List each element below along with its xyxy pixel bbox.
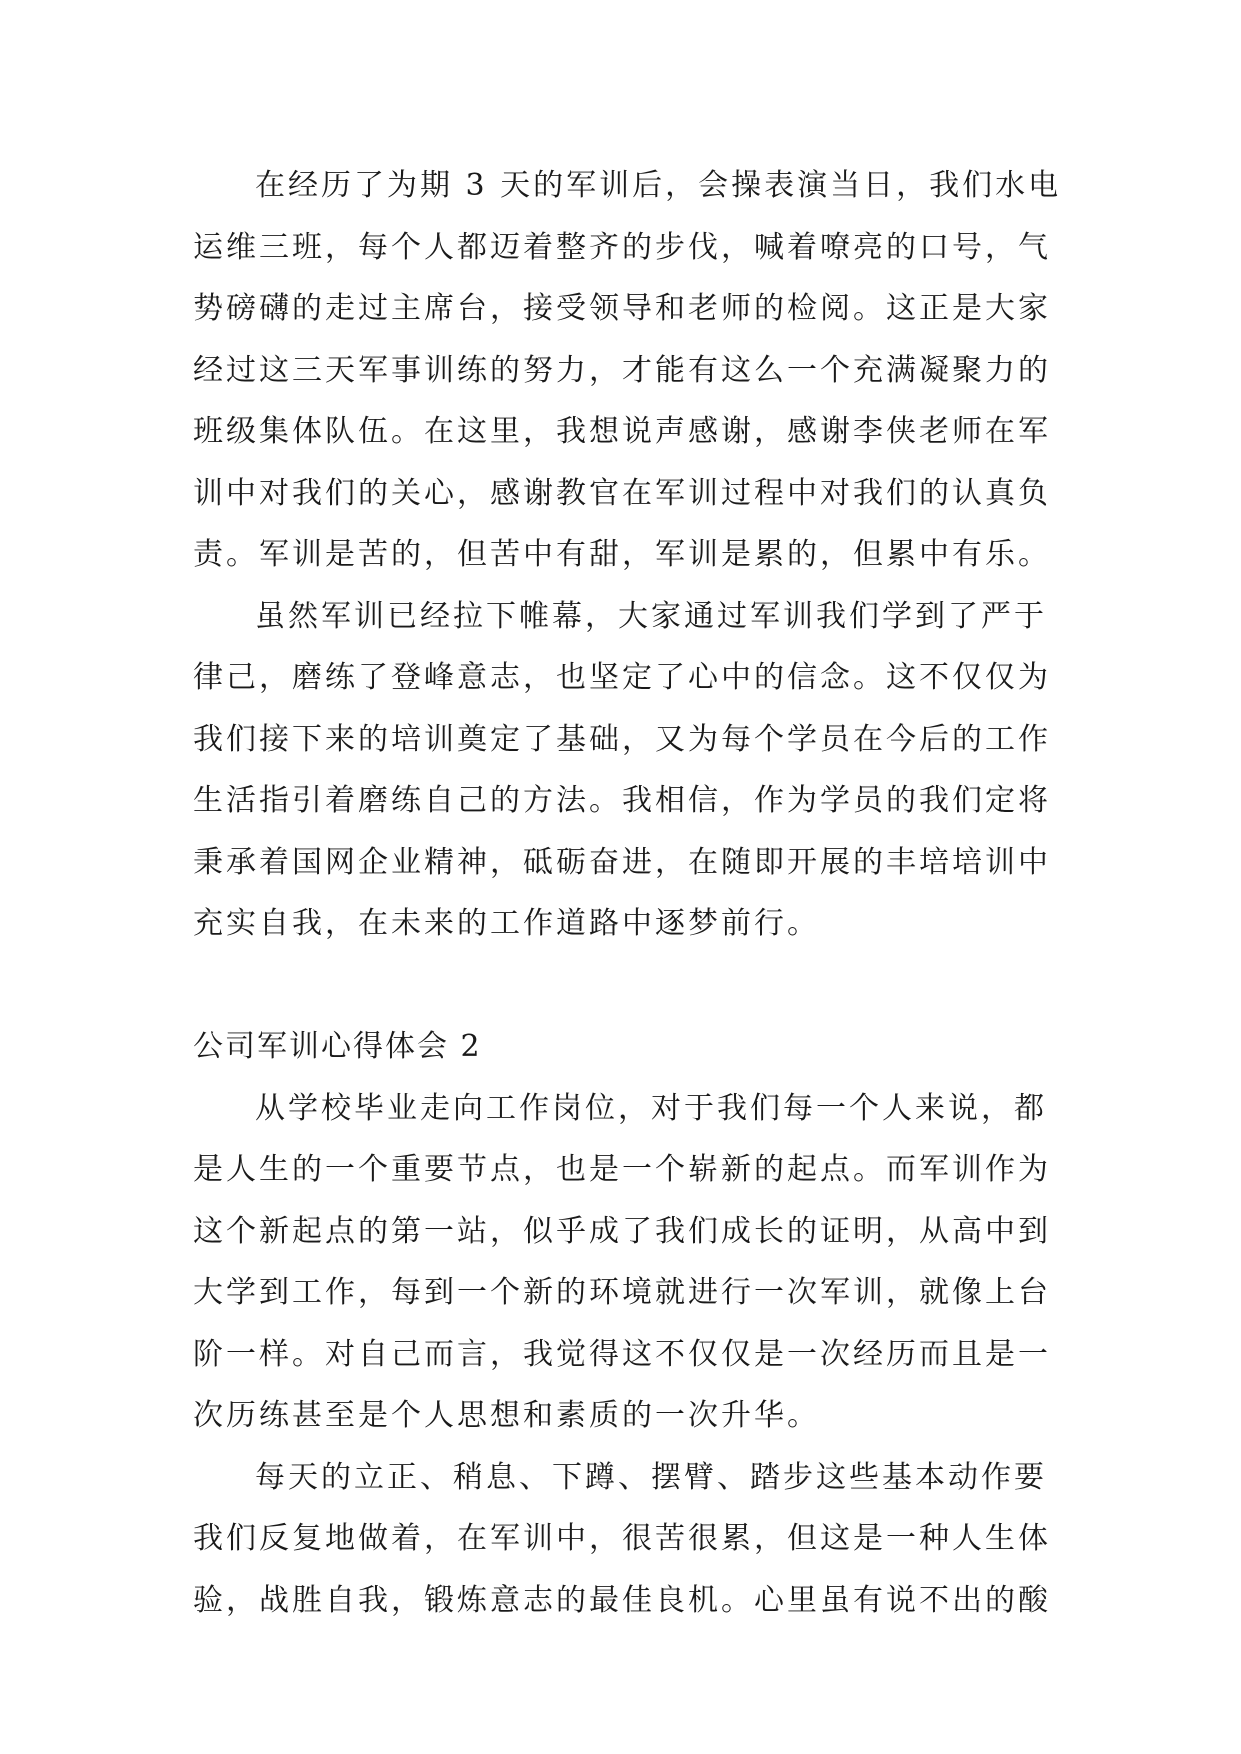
paragraph-line: 验，战胜自我，锻炼意志的最佳良机。心里虽有说不出的酸 bbox=[193, 1582, 1051, 1618]
paragraph-line: 大学到工作，每到一个新的环境就进行一次军训，就像上台 bbox=[193, 1275, 1051, 1310]
paragraph-line: 这个新起点的第一站，似乎成了我们成长的证明，从高中到 bbox=[193, 1213, 1051, 1249]
paragraph bbox=[193, 586, 1073, 955]
paragraph-line: 每天的立正、稍息、下蹲、摆臂、踏步这些基本动作要 bbox=[255, 1459, 1047, 1495]
paragraph-line: 从学校毕业走向工作岗位，对于我们每一个人来说，都 bbox=[255, 1090, 1047, 1126]
paragraph-line: 生活指引着磨练自己的方法。我相信，作为学员的我们定将 bbox=[193, 783, 1051, 818]
paragraph-line: 班级集体队伍。在这里，我想说声感谢，感谢李侠老师在军 bbox=[193, 414, 1051, 449]
paragraph-line: 运维三班，每个人都迈着整齐的步伐，喊着嘹亮的口号，气 bbox=[193, 229, 1051, 265]
paragraph bbox=[193, 1447, 1073, 1632]
paragraph-line: 在经历了为期 3 天的军训后，会操表演当日，我们水电 bbox=[255, 168, 1062, 203]
paragraph-line: 势磅礴的走过主席台，接受领导和老师的检阅。这正是大家 bbox=[193, 291, 1051, 326]
paragraph-line: 我们反复地做着，在军训中，很苦很累，但这是一种人生体 bbox=[193, 1521, 1051, 1556]
blank-line bbox=[193, 955, 1073, 1017]
paragraph-line: 责。军训是苦的，但苦中有甜，军训是累的，但累中有乐。 bbox=[193, 537, 1051, 572]
paragraph-line: 是人生的一个重要节点，也是一个崭新的起点。而军训作为 bbox=[193, 1152, 1051, 1187]
paragraph-line: 充实自我，在未来的工作道路中逐梦前行。 bbox=[193, 906, 820, 941]
paragraph-line: 秉承着国网企业精神，砥砺奋进，在随即开展的丰培培训中 bbox=[193, 844, 1051, 880]
section-heading: 公司军训心得体会 2 bbox=[193, 1029, 482, 1064]
paragraph-line: 律己，磨练了登峰意志，也坚定了心中的信念。这不仅仅为 bbox=[193, 660, 1051, 695]
paragraph-line: 虽然军训已经拉下帷幕，大家通过军训我们学到了严于 bbox=[255, 598, 1047, 634]
paragraph bbox=[193, 1078, 1073, 1447]
paragraph-line: 阶一样。对自己而言，我觉得这不仅仅是一次经历而且是一 bbox=[193, 1336, 1051, 1372]
paragraph-line: 次历练甚至是个人思想和素质的一次升华。 bbox=[193, 1398, 820, 1433]
document-body bbox=[193, 155, 1073, 1631]
paragraph-line: 经过这三天军事训练的努力，才能有这么一个充满凝聚力的 bbox=[193, 352, 1051, 388]
paragraph bbox=[193, 155, 1073, 586]
paragraph-line: 训中对我们的关心，感谢教官在军训过程中对我们的认真负 bbox=[193, 475, 1051, 511]
paragraph-line: 我们接下来的培训奠定了基础，又为每个学员在今后的工作 bbox=[193, 721, 1051, 757]
